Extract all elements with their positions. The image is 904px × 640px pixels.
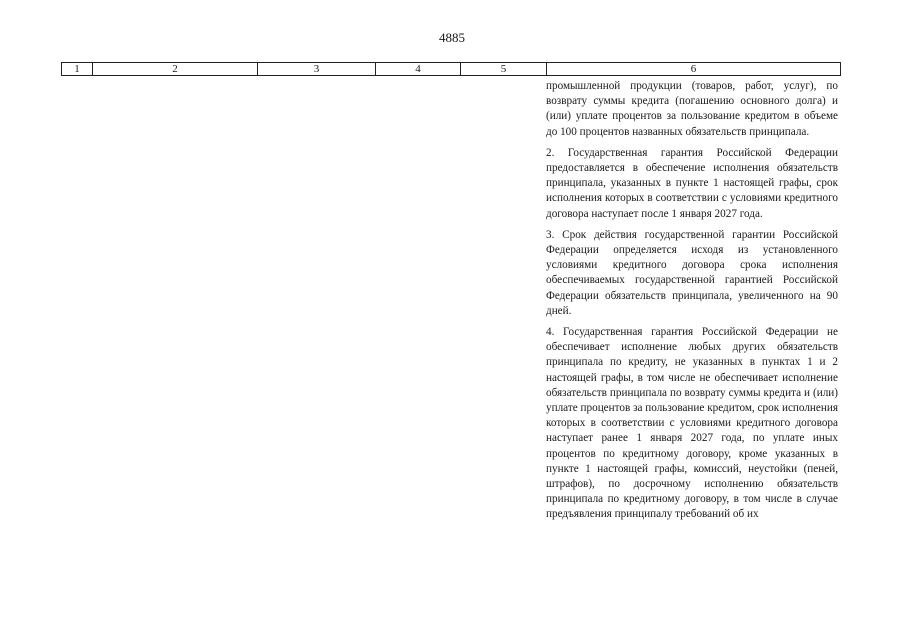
column-header-6: 6 — [546, 63, 840, 75]
column-6-text — [546, 79, 838, 529]
table-column-header-row — [61, 62, 841, 76]
paragraph-item-4: 4. Государственная гарантия Российской Федерации не обеспечивает исполнение любых других обязательств принципала по кредиту, не указанных в пунктах 1 и 2 настоящей графы, в том числе не обеспечивает исполнение обязательств принципала по возврату суммы кредита и (или) уплате процентов за пользование кредитом, срок исполнения которых в соответствии с условиями кредитного договора наступает ранее 1 января 2027 года, по уплате иных процентов по кредитному договору, кроме указанных в пункте 1 настоящей графы, комиссий, неустойки (пеней, штрафов), по досрочному исполнению обязательств принципала по кредитному договору, в том числе в случае предъявления принципалу требований об их — [546, 326, 838, 521]
paragraph-continuation: промышленной продукции (товаров, работ, услуг), по возврату суммы кредита (погашению основного долга) и (или) уплате процентов за пользование кредитом в объеме до 100 процентов названных обязательств принципала. — [546, 80, 838, 138]
column-header-1: 1 — [74, 63, 80, 75]
column-header-5: 5 — [460, 63, 546, 75]
column-header-4: 4 — [375, 63, 460, 75]
paragraph-item-2: 2. Государственная гарантия Российской Федерации предоставляется в обеспечение исполнения обязательств принципала, указанных в пункте 1 настоящей графы, срок исполнения которых в соответствии с условиями кредитного договора наступает после 1 января 2027 года. — [546, 146, 838, 220]
column-header-2: 2 — [92, 63, 257, 75]
column-header-3: 3 — [257, 63, 375, 75]
page-number: 4885 — [439, 30, 465, 45]
paragraph-item-3: 3. Срок действия государственной гарантии Российской Федерации определяется исходя из установленного условиями кредитного договора срока исполнения обеспечиваемых государственной гарантией Российской Федерации обязательств принципала, увеличенного на 90 дней. — [546, 228, 838, 317]
